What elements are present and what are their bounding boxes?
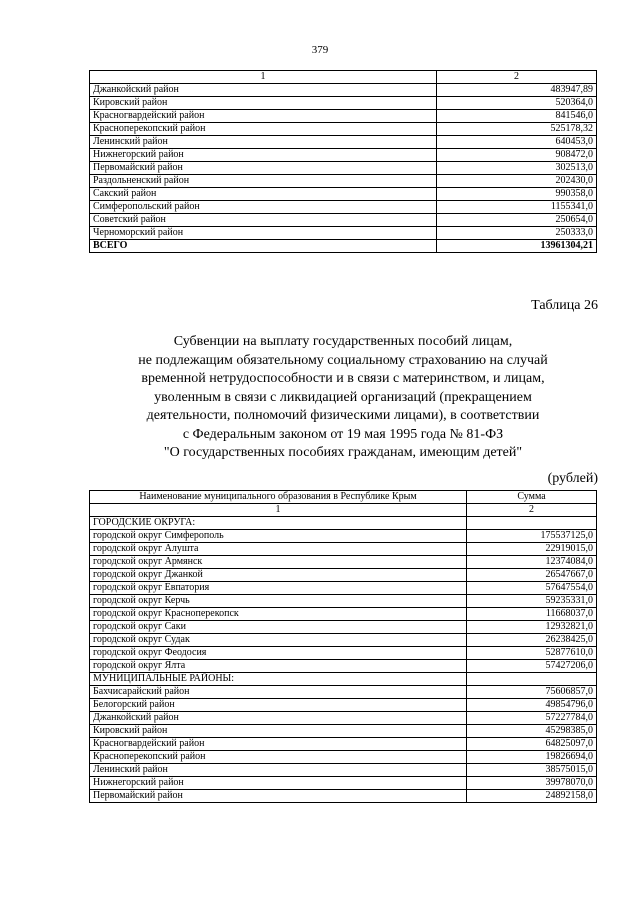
municipality-name: Красноперекопский район: [90, 123, 437, 136]
table-title: [89, 333, 597, 463]
municipality-name: городской округ Судак: [90, 634, 467, 647]
table-column-numbers-row: [90, 504, 597, 517]
table-row: [90, 123, 597, 136]
amount-value: 841546,0: [437, 110, 597, 123]
amount-value: 26547667,0: [467, 569, 597, 582]
amount-value: [467, 517, 597, 530]
amount-value: 520364,0: [437, 97, 597, 110]
municipality-name: Ленинский район: [90, 136, 437, 149]
amount-value: 1155341,0: [437, 201, 597, 214]
amount-value: 908472,0: [437, 149, 597, 162]
amount-value: 57647554,0: [467, 582, 597, 595]
amount-value: 52877610,0: [467, 647, 597, 660]
amount-value: 640453,0: [437, 136, 597, 149]
table-row: [90, 686, 597, 699]
municipality-name: ВСЕГО: [90, 240, 437, 253]
units-label: (рублей): [547, 471, 598, 486]
municipality-name: Красноперекопский район: [90, 751, 467, 764]
amount-value: 75606857,0: [467, 686, 597, 699]
municipality-name: Сакский район: [90, 188, 437, 201]
amount-value: 24892158,0: [467, 790, 597, 803]
amount-value: 49854796,0: [467, 699, 597, 712]
column-header-amount: Сумма: [467, 491, 597, 504]
table-row: [90, 110, 597, 123]
title-line: Субвенции на выплату государственных пособий лицам,: [173, 334, 513, 349]
municipality-name: Джанкойский район: [90, 84, 437, 97]
amount-value: 990358,0: [437, 188, 597, 201]
municipality-name: Первомайский район: [90, 790, 467, 803]
municipality-name: Красногвардейский район: [90, 110, 437, 123]
table-row: [90, 149, 597, 162]
table-row: [90, 543, 597, 556]
table-row: [90, 227, 597, 240]
amount-value: 202430,0: [437, 175, 597, 188]
municipality-name: Раздольненский район: [90, 175, 437, 188]
table-row: [90, 201, 597, 214]
amount-value: 22919015,0: [467, 543, 597, 556]
amount-value: 12932821,0: [467, 621, 597, 634]
municipality-name: городской округ Армянск: [90, 556, 467, 569]
municipality-name: Джанкойский район: [90, 712, 467, 725]
amount-value: 12374084,0: [467, 556, 597, 569]
table-header-row: [90, 71, 597, 84]
table-row: [90, 738, 597, 751]
municipality-name: МУНИЦИПАЛЬНЫЕ РАЙОНЫ:: [90, 673, 467, 686]
title-line: временной нетрудоспособности и в связи с материнством, и лицам,: [141, 371, 545, 386]
table-label: Таблица 26: [531, 298, 598, 313]
table-row: [90, 634, 597, 647]
title-line: уволенным в связи с ликвидацией организаций (прекращением: [154, 389, 532, 405]
total-row: [90, 240, 597, 253]
column-number-1: 1: [90, 504, 467, 517]
table-row: [90, 660, 597, 673]
municipality-name: Нижнегорский район: [90, 149, 437, 162]
table-row: [90, 608, 597, 621]
municipality-name: городской округ Красноперекопск: [90, 608, 467, 621]
municipality-name: городской округ Евпатория: [90, 582, 467, 595]
table-row: [90, 699, 597, 712]
amount-value: 57427206,0: [467, 660, 597, 673]
table-row: [90, 188, 597, 201]
amount-value: 250333,0: [437, 227, 597, 240]
column-header-municipality: Наименование муниципального образования в Республике Крым: [90, 491, 467, 504]
municipality-name: Белогорский район: [90, 699, 467, 712]
table-header-row: [90, 491, 597, 504]
amount-value: 39978070,0: [467, 777, 597, 790]
table-row: [90, 621, 597, 634]
column-number-2: 2: [467, 504, 597, 517]
section-heading-row: [90, 517, 597, 530]
title-line: "О государственных пособиях гражданам, имеющим детей": [163, 445, 523, 460]
table-row: [90, 214, 597, 227]
municipality-name: Симферопольский район: [90, 201, 437, 214]
table-row: [90, 595, 597, 608]
municipality-name: Черноморский район: [90, 227, 437, 240]
amount-value: 250654,0: [437, 214, 597, 227]
amount-value: 11668037,0: [467, 608, 597, 621]
title-line: не подлежащим обязательному социальному страхованию на случай: [138, 352, 548, 368]
table-row: [90, 751, 597, 764]
table-row: [90, 97, 597, 110]
municipality-name: городской округ Симферополь: [90, 530, 467, 543]
municipality-name: Первомайский район: [90, 162, 437, 175]
municipality-name: городской округ Алушта: [90, 543, 467, 556]
municipality-name: городской округ Саки: [90, 621, 467, 634]
municipality-name: Бахчисарайский район: [90, 686, 467, 699]
table-row: [90, 777, 597, 790]
page-number: 379: [311, 44, 329, 56]
municipality-name: городской округ Феодосия: [90, 647, 467, 660]
amount-value: 483947,89: [437, 84, 597, 97]
amount-value: 175537125,0: [467, 530, 597, 543]
amount-value: 57227784,0: [467, 712, 597, 725]
table-row: [90, 136, 597, 149]
title-line: с Федеральным законом от 19 мая 1995 года № 81-ФЗ: [182, 426, 504, 442]
title-line: деятельности, полномочий физическими лицами), в соответствии: [146, 408, 540, 423]
amount-value: 26238425,0: [467, 634, 597, 647]
table-row: [90, 647, 597, 660]
table-row: [90, 582, 597, 595]
municipality-name: Ленинский район: [90, 764, 467, 777]
amount-value: 45298385,0: [467, 725, 597, 738]
table-subventions: [89, 490, 597, 803]
table-row: [90, 569, 597, 582]
column-number-2: 2: [437, 71, 597, 84]
municipality-name: городской округ Джанкой: [90, 569, 467, 582]
table-row: [90, 764, 597, 777]
municipality-name: Красногвардейский район: [90, 738, 467, 751]
table-row: [90, 556, 597, 569]
section-heading-row: [90, 673, 597, 686]
municipality-name: Кировский район: [90, 725, 467, 738]
column-number-1: 1: [90, 71, 437, 84]
table-row: [90, 175, 597, 188]
amount-value: [467, 673, 597, 686]
amount-value: 59235331,0: [467, 595, 597, 608]
table-row: [90, 725, 597, 738]
amount-value: 38575015,0: [467, 764, 597, 777]
municipality-name: Советский район: [90, 214, 437, 227]
municipality-name: городской округ Керчь: [90, 595, 467, 608]
table-row: [90, 790, 597, 803]
amount-value: 302513,0: [437, 162, 597, 175]
table-row: [90, 530, 597, 543]
amount-value: 19826694,0: [467, 751, 597, 764]
municipality-name: Кировский район: [90, 97, 437, 110]
table-district-totals: [89, 70, 597, 253]
amount-value: 525178,32: [437, 123, 597, 136]
table-row: [90, 84, 597, 97]
amount-value: 13961304,21: [437, 240, 597, 253]
table-row: [90, 162, 597, 175]
municipality-name: Нижнегорский район: [90, 777, 467, 790]
amount-value: 64825097,0: [467, 738, 597, 751]
municipality-name: ГОРОДСКИЕ ОКРУГА:: [90, 517, 467, 530]
municipality-name: городской округ Ялта: [90, 660, 467, 673]
table-row: [90, 712, 597, 725]
